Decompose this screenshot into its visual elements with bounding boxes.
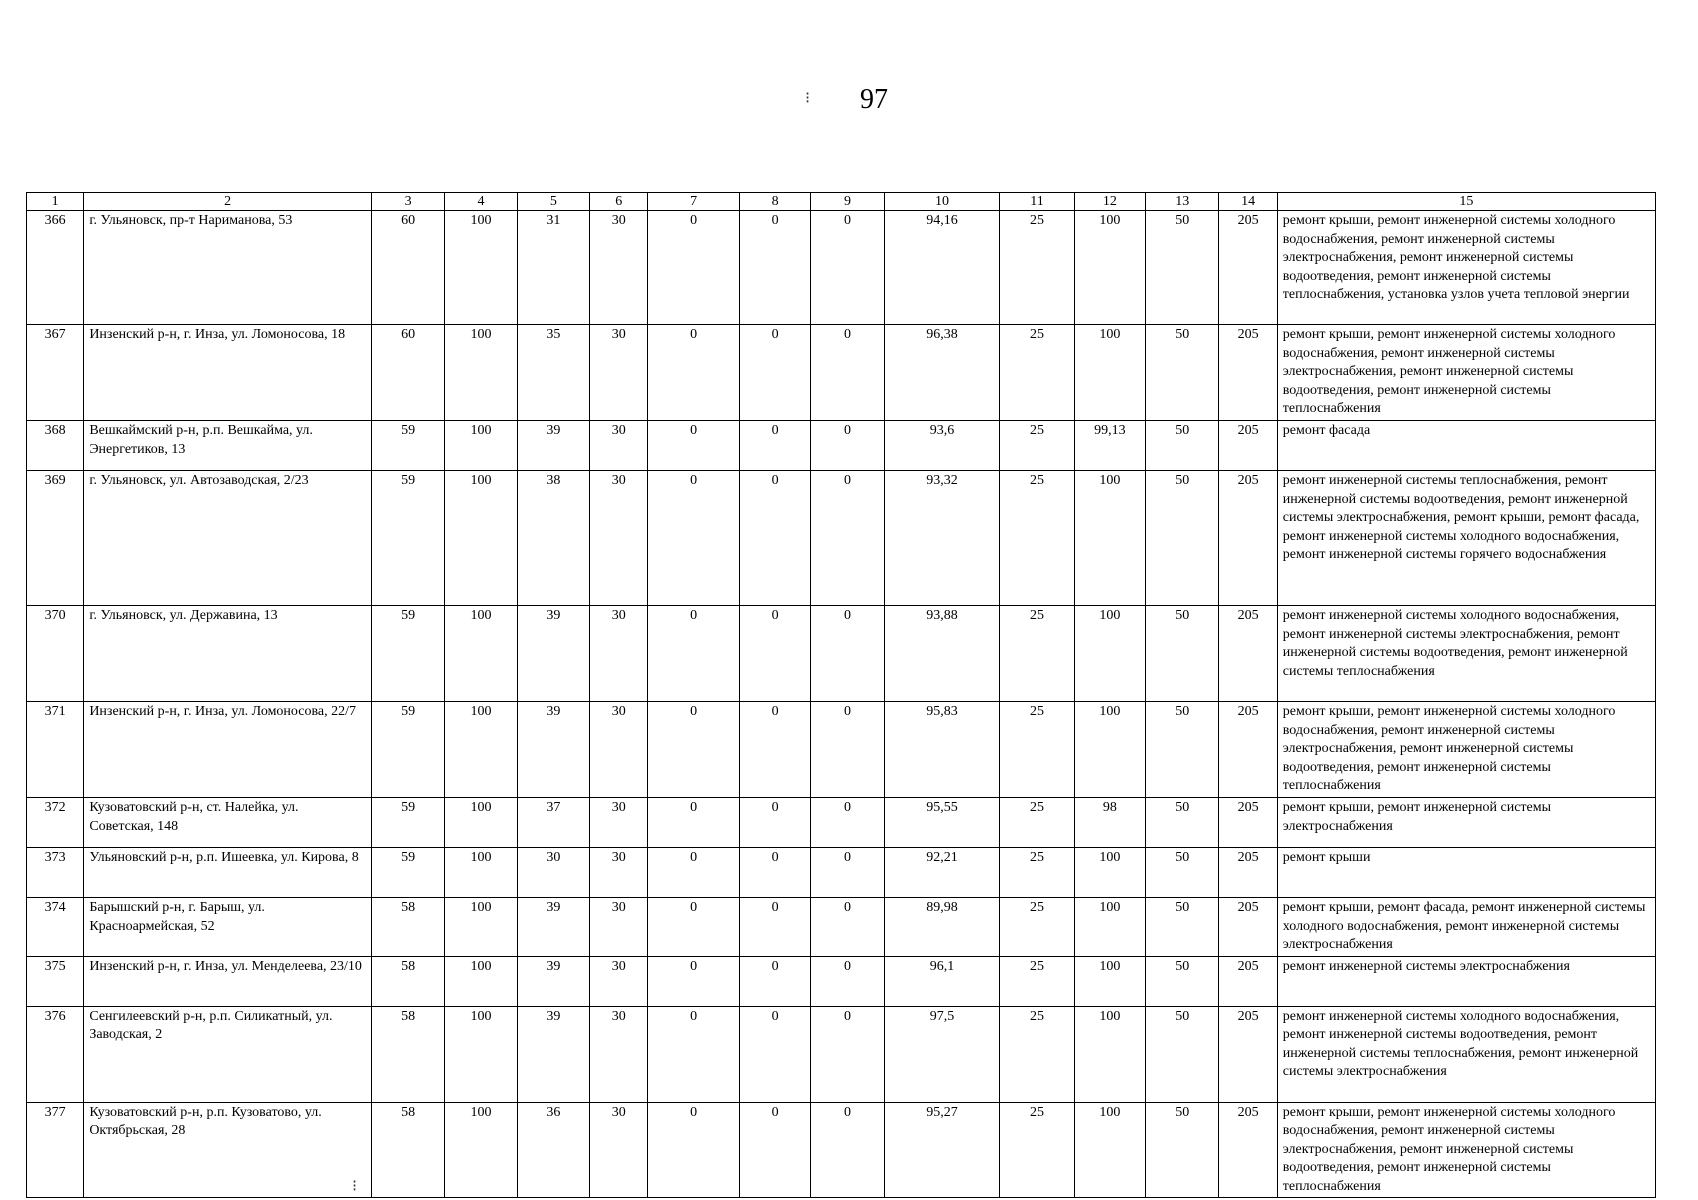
column-number-header: 6 <box>590 193 648 211</box>
works-list: ремонт инженерной системы электроснабжения <box>1277 956 1655 1006</box>
col-13-value: 50 <box>1146 606 1219 702</box>
address: Инзенский р-н, г. Инза, ул. Ломоносова, 22/7 <box>84 702 372 798</box>
column-number-header: 13 <box>1146 193 1219 211</box>
col-4-value: 100 <box>445 211 517 325</box>
address: Барышский р-н, г. Барыш, ул. Красноармейская, 52 <box>84 898 372 957</box>
col-5-value: 35 <box>517 325 589 421</box>
col-4-value: 100 <box>445 606 517 702</box>
col-5-value: 37 <box>517 798 589 848</box>
col-13-value: 50 <box>1146 471 1219 606</box>
col-8-value: 0 <box>739 898 810 957</box>
works-list: ремонт фасада <box>1277 421 1655 471</box>
col-6-value: 30 <box>590 898 648 957</box>
col-3-value: 59 <box>371 421 444 471</box>
col-12-value: 100 <box>1074 848 1145 898</box>
col-5-value: 39 <box>517 606 589 702</box>
col-4-value: 100 <box>445 898 517 957</box>
col-9-value: 0 <box>811 471 884 606</box>
column-number-header: 8 <box>739 193 810 211</box>
col-5-value: 39 <box>517 956 589 1006</box>
col-13-value: 50 <box>1146 1102 1219 1198</box>
works-list: ремонт крыши, ремонт фасада, ремонт инженерной системы холодного водоснабжения, ремонт инженерной системы электроснабжения <box>1277 898 1655 957</box>
col-11-value: 25 <box>1000 956 1074 1006</box>
col-14-value: 205 <box>1219 1006 1277 1102</box>
col-5-value: 39 <box>517 1006 589 1102</box>
col-3-value: 59 <box>371 702 444 798</box>
col-8-value: 0 <box>739 421 810 471</box>
table-row <box>27 421 1656 471</box>
col-11-value: 25 <box>1000 1006 1074 1102</box>
col-10-value: 95,55 <box>884 798 1000 848</box>
column-number-header: 4 <box>445 193 517 211</box>
works-list: ремонт инженерной системы холодного водоснабжения, ремонт инженерной системы водоотведения, ремонт инженерной системы теплоснабжения, ремонт инженерной системы электроснабжения <box>1277 1006 1655 1102</box>
row-number: 371 <box>27 702 84 798</box>
col-12-value: 100 <box>1074 1102 1145 1198</box>
col-13-value: 50 <box>1146 1006 1219 1102</box>
col-8-value: 0 <box>739 1102 810 1198</box>
col-5-value: 39 <box>517 702 589 798</box>
row-number: 367 <box>27 325 84 421</box>
col-8-value: 0 <box>739 211 810 325</box>
col-5-value: 36 <box>517 1102 589 1198</box>
col-3-value: 59 <box>371 798 444 848</box>
works-list: ремонт крыши <box>1277 848 1655 898</box>
col-11-value: 25 <box>1000 1102 1074 1198</box>
col-6-value: 30 <box>590 848 648 898</box>
column-number-header: 11 <box>1000 193 1074 211</box>
column-number-header: 2 <box>84 193 372 211</box>
col-7-value: 0 <box>648 211 740 325</box>
column-number-header: 12 <box>1074 193 1145 211</box>
col-8-value: 0 <box>739 606 810 702</box>
table-row <box>27 211 1656 325</box>
col-9-value: 0 <box>811 798 884 848</box>
table-row <box>27 606 1656 702</box>
col-11-value: 25 <box>1000 798 1074 848</box>
col-4-value: 100 <box>445 1102 517 1198</box>
col-14-value: 205 <box>1219 471 1277 606</box>
row-number: 372 <box>27 798 84 848</box>
address: Кузоватовский р-н, р.п. Кузоватово, ул. Октябрьская, 28 <box>84 1102 372 1198</box>
col-9-value: 0 <box>811 606 884 702</box>
col-10-value: 97,5 <box>884 1006 1000 1102</box>
address: Кузоватовский р-н, ст. Налейка, ул. Советская, 148 <box>84 798 372 848</box>
col-9-value: 0 <box>811 1006 884 1102</box>
col-14-value: 205 <box>1219 898 1277 957</box>
col-9-value: 0 <box>811 325 884 421</box>
col-11-value: 25 <box>1000 606 1074 702</box>
column-number-header: 10 <box>884 193 1000 211</box>
row-number: 366 <box>27 211 84 325</box>
column-number-header: 15 <box>1277 193 1655 211</box>
page-number: 97 <box>860 84 888 115</box>
column-number-row <box>27 193 1656 211</box>
col-7-value: 0 <box>648 702 740 798</box>
column-number-header: 3 <box>371 193 444 211</box>
col-7-value: 0 <box>648 325 740 421</box>
works-list: ремонт крыши, ремонт инженерной системы холодного водоснабжения, ремонт инженерной системы электроснабжения, ремонт инженерной системы водоотведения, ремонт инженерной системы теплоснабжения <box>1277 1102 1655 1198</box>
col-13-value: 50 <box>1146 898 1219 957</box>
col-10-value: 92,21 <box>884 848 1000 898</box>
row-number: 369 <box>27 471 84 606</box>
col-10-value: 89,98 <box>884 898 1000 957</box>
col-6-value: 30 <box>590 956 648 1006</box>
column-number-header: 14 <box>1219 193 1277 211</box>
col-13-value: 50 <box>1146 421 1219 471</box>
col-13-value: 50 <box>1146 798 1219 848</box>
address: г. Ульяновск, ул. Державина, 13 <box>84 606 372 702</box>
works-list: ремонт инженерной системы холодного водоснабжения, ремонт инженерной системы электроснабжения, ремонт инженерной системы водоотведения, ремонт инженерной системы теплоснабжения <box>1277 606 1655 702</box>
col-8-value: 0 <box>739 798 810 848</box>
col-8-value: 0 <box>739 471 810 606</box>
col-9-value: 0 <box>811 898 884 957</box>
col-13-value: 50 <box>1146 211 1219 325</box>
col-11-value: 25 <box>1000 898 1074 957</box>
column-number-header: 7 <box>648 193 740 211</box>
row-number: 374 <box>27 898 84 957</box>
row-number: 377 <box>27 1102 84 1198</box>
col-11-value: 25 <box>1000 848 1074 898</box>
col-12-value: 100 <box>1074 956 1145 1006</box>
col-3-value: 59 <box>371 471 444 606</box>
row-number: 373 <box>27 848 84 898</box>
col-8-value: 0 <box>739 956 810 1006</box>
col-14-value: 205 <box>1219 956 1277 1006</box>
col-10-value: 96,38 <box>884 325 1000 421</box>
col-6-value: 30 <box>590 702 648 798</box>
col-4-value: 100 <box>445 956 517 1006</box>
col-7-value: 0 <box>648 1006 740 1102</box>
col-12-value: 100 <box>1074 1006 1145 1102</box>
col-9-value: 0 <box>811 848 884 898</box>
col-14-value: 205 <box>1219 421 1277 471</box>
col-9-value: 0 <box>811 211 884 325</box>
col-3-value: 60 <box>371 325 444 421</box>
col-3-value: 60 <box>371 211 444 325</box>
col-12-value: 99,13 <box>1074 421 1145 471</box>
table-row <box>27 848 1656 898</box>
col-12-value: 100 <box>1074 211 1145 325</box>
col-13-value: 50 <box>1146 702 1219 798</box>
col-10-value: 96,1 <box>884 956 1000 1006</box>
column-number-header: 1 <box>27 193 84 211</box>
works-list: ремонт крыши, ремонт инженерной системы электроснабжения <box>1277 798 1655 848</box>
row-number: 376 <box>27 1006 84 1102</box>
col-12-value: 98 <box>1074 798 1145 848</box>
col-7-value: 0 <box>648 898 740 957</box>
col-7-value: 0 <box>648 798 740 848</box>
scan-mark: ⁝ <box>805 90 811 107</box>
address: Сенгилеевский р-н, р.п. Силикатный, ул. Заводская, 2 <box>84 1006 372 1102</box>
table-row <box>27 956 1656 1006</box>
col-14-value: 205 <box>1219 1102 1277 1198</box>
col-13-value: 50 <box>1146 325 1219 421</box>
col-10-value: 93,88 <box>884 606 1000 702</box>
col-9-value: 0 <box>811 1102 884 1198</box>
col-9-value: 0 <box>811 702 884 798</box>
col-6-value: 30 <box>590 1006 648 1102</box>
address: Инзенский р-н, г. Инза, ул. Ломоносова, 18 <box>84 325 372 421</box>
col-8-value: 0 <box>739 702 810 798</box>
col-5-value: 30 <box>517 848 589 898</box>
col-4-value: 100 <box>445 702 517 798</box>
works-list: ремонт инженерной системы теплоснабжения, ремонт инженерной системы водоотведения, ремонт инженерной системы электроснабжения, ремонт крыши, ремонт фасада, ремонт инженерной системы холодного водоснабжения, ремонт инженерной системы горячего водоснабжения <box>1277 471 1655 606</box>
col-6-value: 30 <box>590 1102 648 1198</box>
col-6-value: 30 <box>590 606 648 702</box>
column-number-header: 5 <box>517 193 589 211</box>
row-number: 375 <box>27 956 84 1006</box>
col-11-value: 25 <box>1000 421 1074 471</box>
col-8-value: 0 <box>739 325 810 421</box>
col-10-value: 95,83 <box>884 702 1000 798</box>
table-row <box>27 325 1656 421</box>
col-3-value: 58 <box>371 1102 444 1198</box>
col-3-value: 59 <box>371 606 444 702</box>
col-4-value: 100 <box>445 848 517 898</box>
col-11-value: 25 <box>1000 325 1074 421</box>
col-14-value: 205 <box>1219 211 1277 325</box>
col-12-value: 100 <box>1074 702 1145 798</box>
col-14-value: 205 <box>1219 606 1277 702</box>
col-7-value: 0 <box>648 848 740 898</box>
table-row <box>27 471 1656 606</box>
col-6-value: 30 <box>590 211 648 325</box>
table-row <box>27 898 1656 957</box>
col-14-value: 205 <box>1219 798 1277 848</box>
col-10-value: 95,27 <box>884 1102 1000 1198</box>
col-3-value: 58 <box>371 898 444 957</box>
col-9-value: 0 <box>811 956 884 1006</box>
table-row <box>27 1102 1656 1198</box>
address: г. Ульяновск, пр-т Нариманова, 53 <box>84 211 372 325</box>
col-6-value: 30 <box>590 421 648 471</box>
table-row <box>27 702 1656 798</box>
col-10-value: 94,16 <box>884 211 1000 325</box>
col-5-value: 39 <box>517 898 589 957</box>
col-5-value: 39 <box>517 421 589 471</box>
col-14-value: 205 <box>1219 702 1277 798</box>
col-8-value: 0 <box>739 1006 810 1102</box>
col-4-value: 100 <box>445 421 517 471</box>
col-14-value: 205 <box>1219 848 1277 898</box>
col-6-value: 30 <box>590 471 648 606</box>
address: Инзенский р-н, г. Инза, ул. Менделеева, 23/10 <box>84 956 372 1006</box>
col-13-value: 50 <box>1146 956 1219 1006</box>
col-12-value: 100 <box>1074 325 1145 421</box>
address: Вешкаймский р-н, р.п. Вешкайма, ул. Энергетиков, 13 <box>84 421 372 471</box>
col-8-value: 0 <box>739 848 810 898</box>
col-12-value: 100 <box>1074 471 1145 606</box>
works-list: ремонт крыши, ремонт инженерной системы холодного водоснабжения, ремонт инженерной системы электроснабжения, ремонт инженерной системы водоотведения, ремонт инженерной системы теплоснабжения <box>1277 325 1655 421</box>
col-14-value: 205 <box>1219 325 1277 421</box>
col-4-value: 100 <box>445 471 517 606</box>
col-7-value: 0 <box>648 471 740 606</box>
table-body <box>27 211 1656 1198</box>
col-10-value: 93,6 <box>884 421 1000 471</box>
works-list: ремонт крыши, ремонт инженерной системы холодного водоснабжения, ремонт инженерной системы электроснабжения, ремонт инженерной системы водоотведения, ремонт инженерной системы теплоснабжения <box>1277 702 1655 798</box>
col-13-value: 50 <box>1146 848 1219 898</box>
col-7-value: 0 <box>648 606 740 702</box>
col-5-value: 38 <box>517 471 589 606</box>
scan-speck: ⁝ <box>352 1178 358 1195</box>
col-7-value: 0 <box>648 421 740 471</box>
col-4-value: 100 <box>445 798 517 848</box>
col-12-value: 100 <box>1074 606 1145 702</box>
col-4-value: 100 <box>445 1006 517 1102</box>
col-6-value: 30 <box>590 325 648 421</box>
column-number-header: 9 <box>811 193 884 211</box>
address: Ульяновский р-н, р.п. Ишеевка, ул. Кирова, 8 <box>84 848 372 898</box>
row-number: 368 <box>27 421 84 471</box>
col-10-value: 93,32 <box>884 471 1000 606</box>
col-3-value: 59 <box>371 848 444 898</box>
col-7-value: 0 <box>648 1102 740 1198</box>
col-11-value: 25 <box>1000 471 1074 606</box>
row-number: 370 <box>27 606 84 702</box>
address: г. Ульяновск, ул. Автозаводская, 2/23 <box>84 471 372 606</box>
col-7-value: 0 <box>648 956 740 1006</box>
registry-table <box>26 192 1656 1198</box>
col-5-value: 31 <box>517 211 589 325</box>
col-6-value: 30 <box>590 798 648 848</box>
col-3-value: 58 <box>371 1006 444 1102</box>
col-11-value: 25 <box>1000 211 1074 325</box>
col-11-value: 25 <box>1000 702 1074 798</box>
col-4-value: 100 <box>445 325 517 421</box>
works-list: ремонт крыши, ремонт инженерной системы холодного водоснабжения, ремонт инженерной системы электроснабжения, ремонт инженерной системы водоотведения, ремонт инженерной системы теплоснабжения, установка узлов учета тепловой энергии <box>1277 211 1655 325</box>
col-9-value: 0 <box>811 421 884 471</box>
col-3-value: 58 <box>371 956 444 1006</box>
table-row <box>27 798 1656 848</box>
col-12-value: 100 <box>1074 898 1145 957</box>
table-row <box>27 1006 1656 1102</box>
